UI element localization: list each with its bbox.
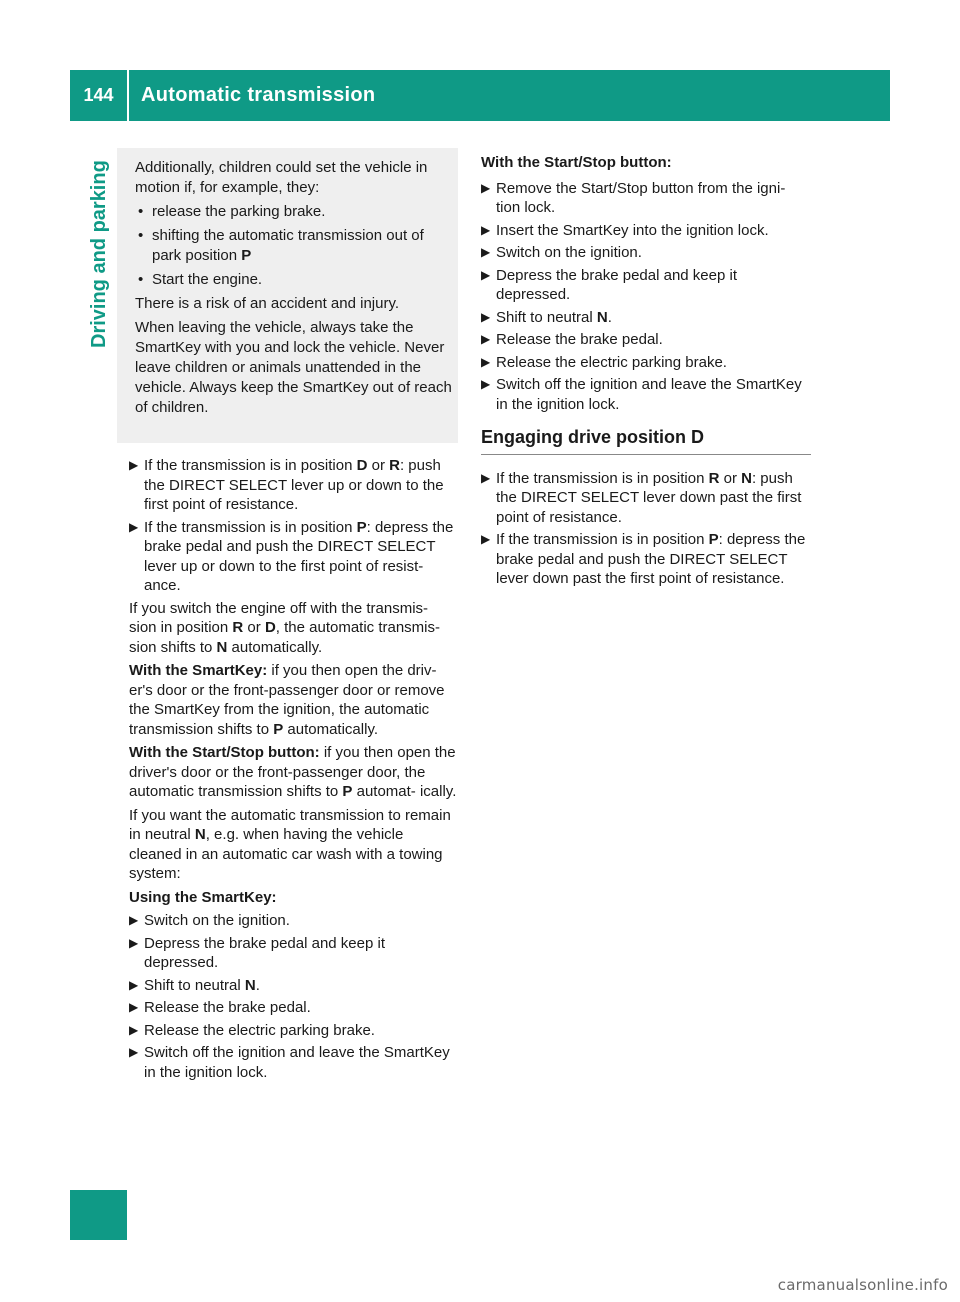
arrow-right-icon: ▶ bbox=[481, 354, 491, 369]
bullet-icon: • bbox=[138, 203, 144, 220]
section-heading: Engaging drive position D bbox=[481, 428, 811, 455]
instruction-step: ▶ Insert the SmartKey into the ignition lock. bbox=[481, 221, 769, 239]
warning-content bbox=[135, 158, 453, 422]
bullet-icon: • bbox=[138, 271, 144, 288]
instruction-step: ▶ Switch on the ignition. bbox=[129, 912, 290, 929]
arrow-right-icon: ▶ bbox=[481, 309, 491, 324]
right-column bbox=[481, 153, 811, 592]
section-tab-label: Driving and parking bbox=[88, 160, 110, 348]
instruction-step: ▶ Shift to neutral N. bbox=[129, 976, 260, 994]
arrow-right-icon: ▶ bbox=[481, 470, 491, 485]
arrow-right-icon: ▶ bbox=[129, 935, 139, 950]
instruction-step: ▶ Release the brake pedal. bbox=[129, 999, 311, 1016]
instruction-step: ▶ Depress the brake pedal and keep it depressed. bbox=[129, 934, 385, 971]
arrow-right-icon: ▶ bbox=[481, 180, 491, 195]
warning-bullet: • Start the engine. bbox=[138, 271, 263, 288]
arrow-right-icon: ▶ bbox=[129, 977, 139, 992]
instruction-step: ▶ Release the brake pedal. bbox=[481, 331, 663, 348]
warning-advice: When leaving the vehicle, always take the SmartKey with you and lock the vehicle. Never leave children or animals unattended in the vehicle. Always keep the SmartKey out of reach of children. bbox=[135, 319, 452, 416]
arrow-right-icon: ▶ bbox=[129, 913, 139, 927]
body-paragraph: If you switch the engine off with the transmis- sion in position R or D, the automatic transmis- sion shifts to N automatically. bbox=[129, 599, 441, 656]
instruction-step: ▶ If the transmission is in position P: depress the brake pedal and push the DIRECT SELECT lever up or down to the first point of resist- ance. bbox=[129, 518, 454, 594]
arrow-right-icon: ▶ bbox=[129, 1045, 139, 1059]
watermark: carmanualsonline.info bbox=[777, 1276, 948, 1294]
warning-intro: Additionally, children could set the vehicle in motion if, for example, they: bbox=[135, 159, 428, 196]
arrow-right-icon: ▶ bbox=[481, 267, 491, 282]
arrow-right-icon: ▶ bbox=[129, 519, 139, 534]
instruction-step: ▶ If the transmission is in position P: depress the brake pedal and push the DIRECT SELECT lever down past the first point of resistance. bbox=[481, 531, 806, 587]
instruction-step: ▶ Release the electric parking brake. bbox=[481, 353, 727, 371]
instruction-step: ▶ Switch off the ignition and leave the SmartKey in the ignition lock. bbox=[481, 376, 802, 413]
subheading: Using the SmartKey: bbox=[129, 888, 277, 906]
instruction-step: ▶ If the transmission is in position R or N: push the DIRECT SELECT lever down past the first point of resistance. bbox=[481, 469, 802, 526]
page-number: 144 bbox=[83, 85, 114, 105]
instruction-step: ▶ If the transmission is in position D or R: push the DIRECT SELECT lever up or down to the first point of resistance. bbox=[129, 457, 444, 513]
instruction-step: ▶ Shift to neutral N. bbox=[481, 308, 612, 326]
instruction-step: ▶ Release the electric parking brake. bbox=[129, 1021, 375, 1039]
chapter-title: Automatic transmission bbox=[141, 84, 376, 106]
instruction-step: ▶ Switch off the ignition and leave the SmartKey in the ignition lock. bbox=[129, 1044, 450, 1081]
warning-bullet: • release the parking brake. bbox=[138, 203, 326, 220]
left-column bbox=[129, 456, 459, 1085]
arrow-right-icon: ▶ bbox=[481, 377, 491, 391]
bullet-icon: • bbox=[138, 227, 144, 244]
body-paragraph: With the Start/Stop button: if you then open the driver's door or the front-passenger door, the automatic transmission shifts to P automat- ically. bbox=[129, 744, 457, 800]
body-paragraph: If you want the automatic transmission to remain in neutral N, e.g. when having the vehicle cleaned in an automatic car wash with a towing system: bbox=[129, 806, 451, 882]
arrow-right-icon: ▶ bbox=[129, 1022, 139, 1037]
instruction-step: ▶ Remove the Start/Stop button from the igni- tion lock. bbox=[481, 179, 786, 216]
arrow-right-icon: ▶ bbox=[129, 1000, 139, 1014]
header-divider bbox=[127, 70, 129, 121]
body-paragraph: With the SmartKey: if you then open the driv- er's door or the front-passenger door or remove the SmartKey from the ignition, the automatic transmission shifts to P automatically. bbox=[129, 662, 445, 738]
section-tab-marker bbox=[70, 1190, 127, 1240]
arrow-right-icon: ▶ bbox=[481, 532, 491, 546]
warning-risk: There is a risk of an accident and injury. bbox=[135, 295, 400, 312]
arrow-right-icon: ▶ bbox=[129, 458, 139, 472]
arrow-right-icon: ▶ bbox=[481, 222, 491, 237]
instruction-step: ▶ Switch on the ignition. bbox=[481, 244, 642, 261]
arrow-right-icon: ▶ bbox=[481, 245, 491, 259]
arrow-right-icon: ▶ bbox=[481, 332, 491, 346]
subheading: With the Start/Stop button: bbox=[481, 154, 672, 171]
instruction-step: ▶ Depress the brake pedal and keep it depressed. bbox=[481, 266, 737, 303]
page-header bbox=[70, 70, 890, 121]
warning-bullet: • shifting the automatic transmission out of park position P bbox=[138, 227, 424, 264]
